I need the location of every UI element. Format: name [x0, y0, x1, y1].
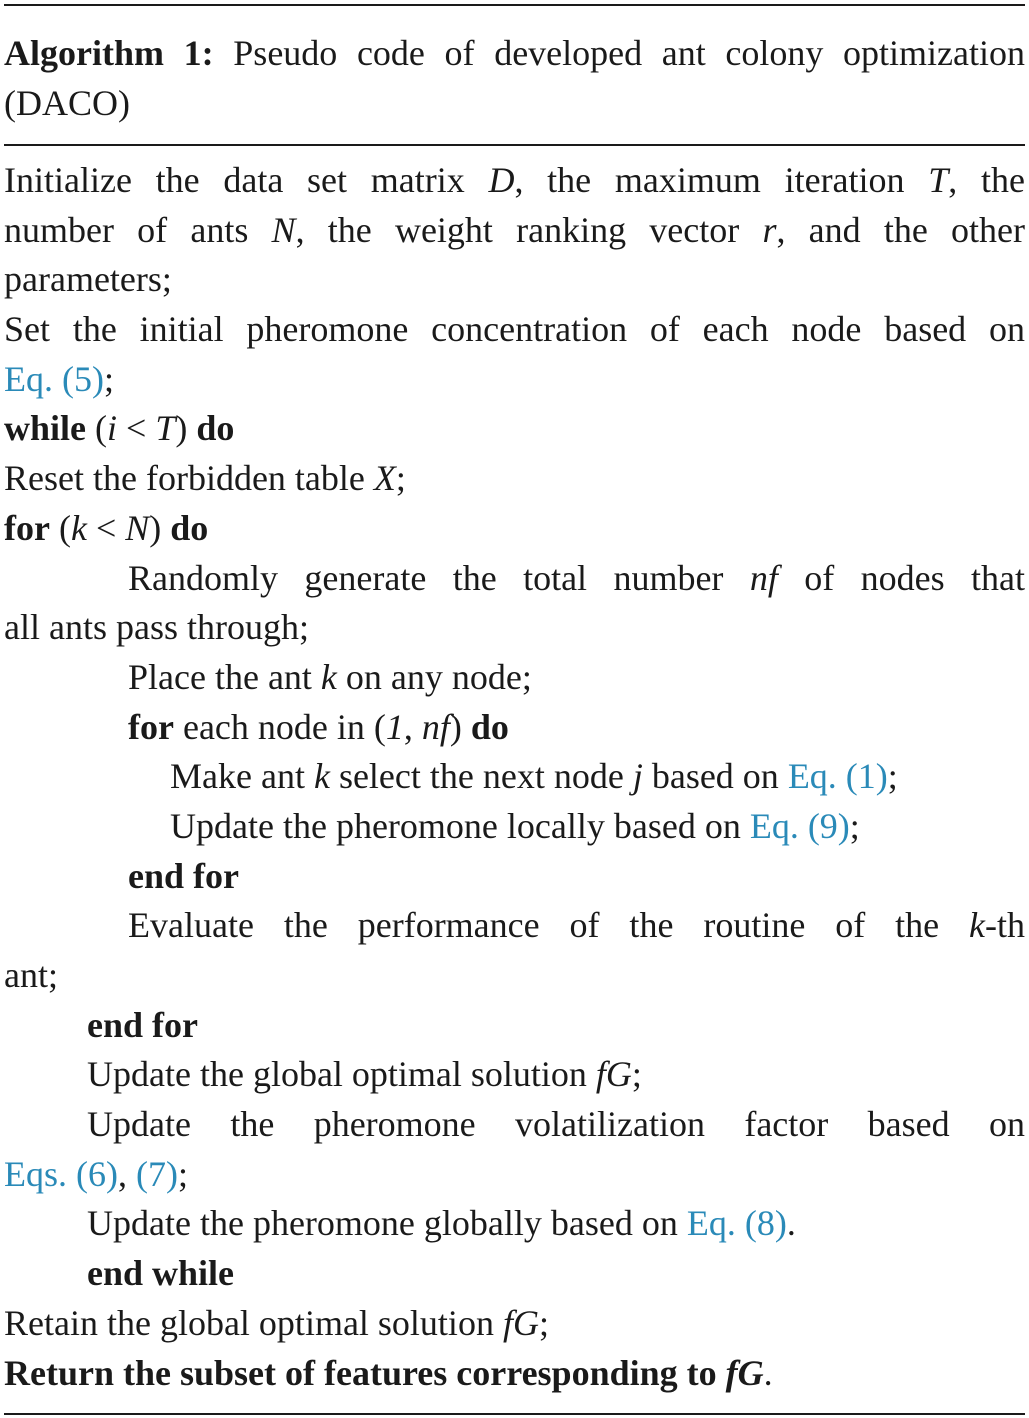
line-end-for-inner: end for: [128, 855, 239, 896]
line-evaluate: Evaluate the performance of the routine of the k-th: [128, 905, 1025, 946]
line-evaluate-cont: ant;: [4, 955, 58, 995]
while-keyword: while: [4, 408, 87, 449]
eq9-link[interactable]: Eq. (9): [749, 805, 850, 846]
algorithm-title: Pseudo code of developed ant colony optimization (DACO): [4, 33, 1026, 123]
algorithm-caption: [4, 28, 1025, 128]
line-select-node: Make ant k select the next node j based on Eq. (1);: [170, 756, 898, 797]
algorithm-body: [4, 156, 1025, 1398]
line-parameters: parameters;: [4, 259, 172, 300]
line-for-nodes: for each node in (1, nf) do: [128, 706, 509, 747]
line-retain: Retain the global optimal solution fG;: [4, 1302, 549, 1343]
algorithm-label: Algorithm 1:: [4, 33, 214, 73]
bottom-rule: [4, 1413, 1025, 1415]
eq1-link[interactable]: Eq. (1): [787, 756, 888, 797]
line-end-while: end while: [87, 1253, 235, 1294]
line-global-pheromone: Update the pheromone globally based on Eq. (8).: [87, 1203, 796, 1244]
eq8-link[interactable]: Eq. (8): [686, 1203, 787, 1244]
line-volatilization: Update the pheromone volatilization factor based on: [87, 1104, 1025, 1145]
line-eqs67: Eqs. (6), (7);: [4, 1153, 188, 1194]
for-keyword: for: [4, 507, 50, 548]
line-end-for-outer: end for: [87, 1004, 198, 1045]
line-initialize-cont: number of ants N, the weight ranking vector r, and the other: [4, 209, 1025, 250]
line-local-update: Update the pheromone locally based on Eq. (9);: [170, 805, 860, 846]
line-place-ant: Place the ant k on any node;: [128, 656, 532, 697]
eq5-link[interactable]: Eq. (5): [4, 358, 104, 399]
line-while: while (i < T) do: [4, 408, 235, 449]
line-set-pheromone: Set the initial pheromone concentration of each node based on: [4, 309, 1025, 350]
line-return: Return the subset of features corresponding to fG.: [4, 1352, 773, 1393]
line-update-global: Update the global optimal solution fG;: [87, 1054, 642, 1095]
line-random-generate: Randomly generate the total number nf of nodes that: [128, 557, 1025, 598]
top-rule: [4, 4, 1025, 6]
line-eq5: Eq. (5);: [4, 358, 114, 399]
line-initialize: Initialize the data set matrix D, the maximum iteration T, the: [4, 160, 1025, 200]
eqs6-link[interactable]: Eqs. (6): [4, 1153, 118, 1194]
line-for-ants: for (k < N) do: [4, 507, 209, 548]
header-rule: [4, 144, 1025, 146]
line-random-generate-cont: all ants pass through;: [4, 607, 309, 648]
eq7-link[interactable]: (7): [135, 1153, 178, 1194]
line-reset-forbidden: Reset the forbidden table X;: [4, 458, 406, 499]
